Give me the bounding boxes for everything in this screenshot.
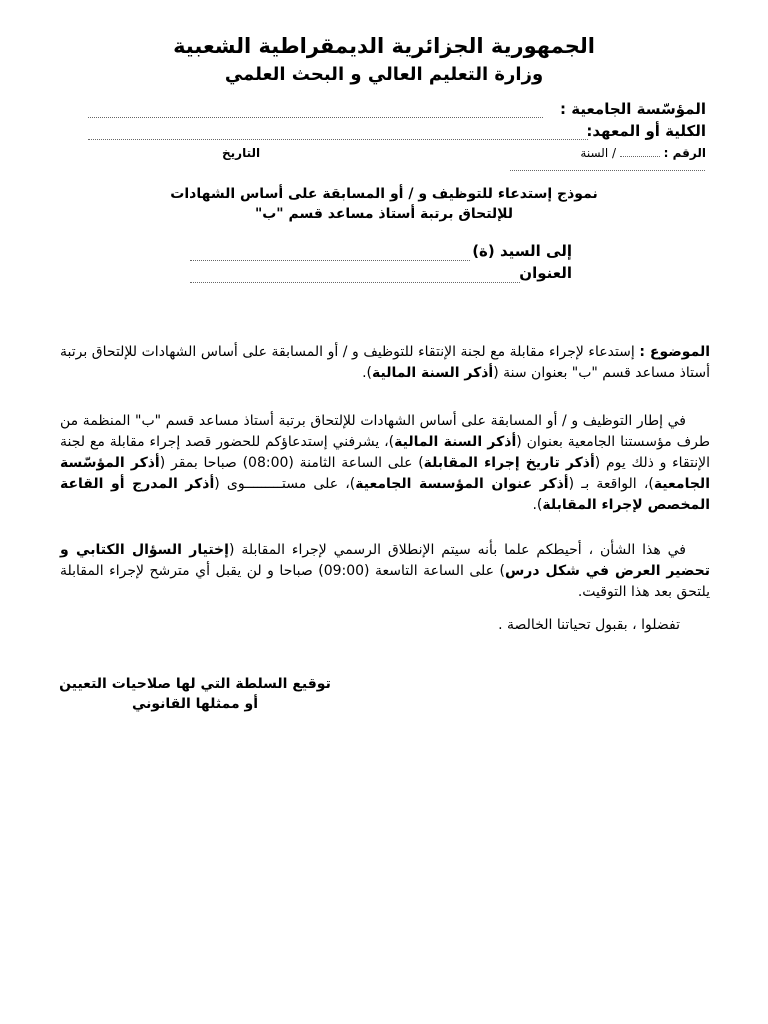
p1-text-1: في إطار التوظيف و / أو المسابقة على أساس الشهادات للإلتحاق برتبة أستاذ مساعد قسم "ب" المنظمة من طرف مؤسستنا الجامعية بعنوان ( bbox=[60, 413, 710, 450]
recipient-label: إلى السيد (ة) bbox=[472, 242, 572, 260]
signature-line1: توقيع السلطة التي لها صلاحيات التعيين bbox=[59, 676, 331, 692]
reference-number-field bbox=[620, 146, 660, 157]
institution-field bbox=[88, 107, 543, 118]
body-paragraph-2 bbox=[60, 540, 710, 603]
republic-title: الجمهورية الجزائرية الديمقراطية الشعبية bbox=[173, 34, 595, 58]
closing-line: تفضلوا ، بقبول تحياتنا الخالصة . bbox=[498, 617, 680, 633]
p1-text-6: ). bbox=[532, 497, 543, 513]
p1-placeholder-year: أذكر السنة المالية bbox=[394, 434, 517, 450]
body-paragraph-1 bbox=[60, 411, 710, 516]
subject-year-placeholder: أذكر السنة المالية bbox=[371, 365, 494, 381]
institution-label: المؤسّسة الجامعية : bbox=[560, 100, 706, 118]
subject-line2: للإلتحاق برتبة أستاذ مساعد قسم "ب" بعنوان سنة ( bbox=[60, 344, 710, 381]
faculty-label: الكلية أو المعهد: bbox=[586, 122, 706, 140]
form-title-line2: للإلتحاق برتبة أستاذ مساعد قسم "ب" bbox=[254, 206, 514, 222]
p2-text-2: ) على الساعة التاسعة (09:00) صباحا و لن يقبل أي مترشح لإجراء المقابلة يلتحق بعد هذا التوقيت. bbox=[60, 563, 710, 600]
subject-paragraph bbox=[60, 342, 710, 384]
faculty-field bbox=[88, 129, 588, 140]
reference-year-label: / السنة bbox=[580, 146, 617, 160]
recipient-field bbox=[190, 250, 470, 261]
reference-underline bbox=[510, 160, 705, 171]
p1-text-4: )، الواقعة بـ ( bbox=[568, 476, 654, 492]
form-title-line1: نموذج إستدعاء للتوظيف و / أو المسابقة على أساس الشهادات bbox=[170, 186, 598, 202]
p1-placeholder-address: أذكر عنوان المؤسسة الجامعية bbox=[355, 476, 569, 492]
date-label: التاريخ bbox=[222, 146, 261, 160]
subject-label: الموضوع : bbox=[639, 344, 711, 360]
address-label: العنوان bbox=[519, 264, 572, 282]
p1-placeholder-room: أذكر المدرج أو القاعة المخصص لإجراء المقابلة bbox=[60, 476, 710, 513]
address-field bbox=[190, 272, 520, 283]
p1-text-5: )، على مستـــــــــوى ( bbox=[214, 476, 356, 492]
ministry-title: وزارة التعليم العالي و البحث العلمي bbox=[224, 64, 544, 85]
reference-label: الرقم : bbox=[663, 146, 706, 160]
p1-text-2: )، يشرفني إستدعاؤكم للحضور قصد إجراء مقابلة مع لجنة الإنتقاء و ذلك يوم ( bbox=[60, 434, 711, 471]
p2-placeholder-question: إختيار السؤال الكتابي و تحضير العرض في شكل درس bbox=[60, 542, 710, 579]
p2-text-1: في هذا الشأن ، أحيطكم علما بأنه سيتم الإنطلاق الرسمي لإجراء المقابلة ( bbox=[228, 542, 686, 558]
p1-placeholder-institution: أذكر المؤسّسة الجامعية bbox=[60, 455, 710, 492]
reference-row bbox=[580, 146, 706, 160]
p1-text-3: ) على الساعة الثامنة (08:00) صباحا بمقر ( bbox=[159, 455, 424, 471]
subject-line1: إستدعاء لإجراء مقابلة مع لجنة الإنتقاء للتوظيف و / أو المسابقة على أساس الشهادات bbox=[141, 344, 635, 360]
signature-line2: أو ممثلها القانوني bbox=[131, 696, 259, 712]
subject-line2-end: ). bbox=[362, 365, 372, 381]
p1-placeholder-date: أذكر تاريخ إجراء المقابلة bbox=[423, 455, 595, 471]
